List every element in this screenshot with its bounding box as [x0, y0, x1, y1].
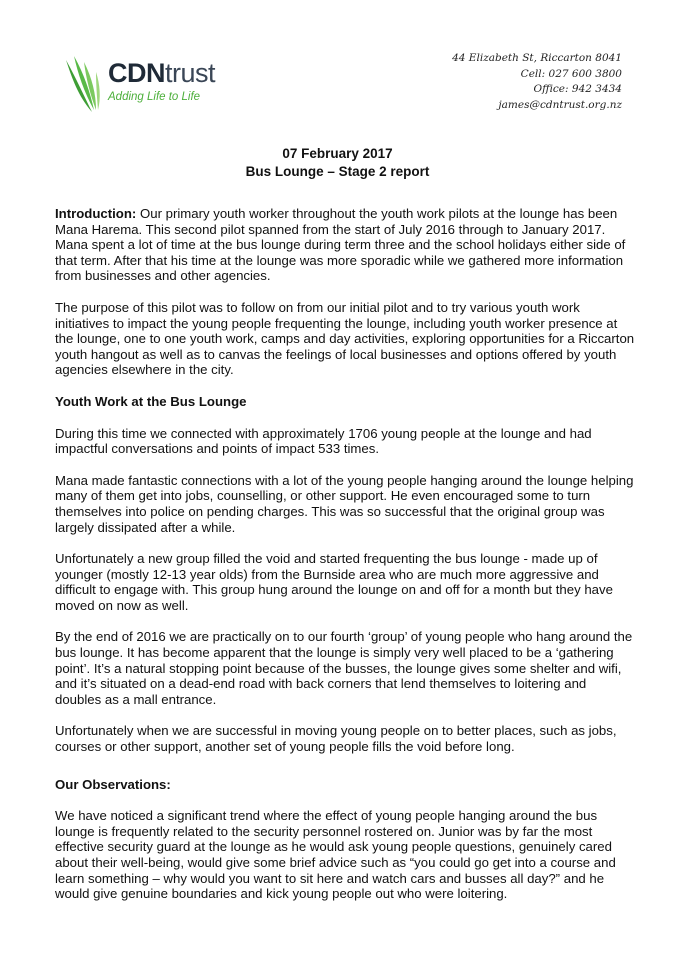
contact-block: [452, 51, 622, 113]
intro-text: Our primary youth worker throughout the youth work pilots at the lounge has been Mana Harema. This second pilot spanned from the start of July 2016 through to January 2017. Mana spent a lot of time at the bus lounge during term three and the school holidays either side of that term. After that his time at the lounge was more sporadic while we gathered more information from businesses and other agencies.: [55, 206, 626, 284]
contact-office: Office: 942 3434: [533, 83, 622, 95]
report-date: 07 February 2017: [282, 146, 393, 161]
contact-email[interactable]: james@cdntrust.org.nz: [498, 98, 622, 111]
section-youth-work-title: Youth Work at the Bus Lounge: [55, 393, 247, 409]
cdn-trust-logo: [62, 52, 242, 116]
intro-paragraph: [55, 206, 635, 284]
report-heading: [0, 145, 675, 181]
youth-work-paragraph-3: Unfortunately a new group filled the void and started frequenting the bus lounge - made up of younger (mostly 12-13 year olds) from the Burnside area who are much more aggressive and difficult to engage with. This group hung around the lounge on and off for a month but they have moved on now as well.: [55, 551, 613, 613]
logo-tagline: Adding Life to Life: [108, 91, 201, 103]
youth-work-paragraph-4: By the end of 2016 we are practically on to our fourth ‘group’ of young people who hang around the bus lounge. It has become apparent that the lounge is simply very well placed to be a ‘gathering point’. It’s a natural stopping point because of the busses, the lounge gives some shelter and wifi, and it’s situated on a dead-end road with back corners that lend themselves to loitering and doubles as a mall entrance.: [55, 629, 633, 707]
purpose-paragraph: The purpose of this pilot was to follow on from our initial pilot and to try various youth work initiatives to impact the young people frequenting the lounge, including youth worker presence at the lounge, one to one youth work, camps and day activities, exploring opportunities for a Riccarton youth hangout as well as to canvas the feelings of local businesses and options offered by youth agencies elsewhere in the city.: [55, 299, 635, 378]
contact-address: 44 Elizabeth St, Riccarton 8041: [452, 52, 622, 64]
section-observations-title: Our Observations:: [55, 776, 171, 792]
youth-work-paragraph-1: During this time we connected with approximately 1706 young people at the lounge and had impactful conversations and points of impact 533 times.: [55, 425, 592, 457]
youth-work-paragraph-2: Mana made fantastic connections with a lot of the young people hanging around the lounge helping many of them get into jobs, counselling, or other support. He even encouraged some to turn themselves into police on pending charges. This was so successful that the original group was largely dissipated after a while.: [55, 472, 634, 535]
report-title: Bus Lounge – Stage 2 report: [245, 164, 430, 179]
contact-cell: Cell: 027 600 3800: [520, 67, 622, 80]
intro-label: Introduction:: [55, 206, 137, 221]
logo-wordmark: CDNtrust: [108, 58, 216, 88]
observations-paragraph-1: We have noticed a significant trend where the effect of young people hanging around the bus lounge is frequently related to the security personnel rostered on. Junior was by far the most effective security guard at the lounge as he would ask young people questions, genuinely cared about their well-being, would give some brief advice such as “you could go get into a course and learn something – why would you want to sit here and watch cars and busses all day?” and he would give genuine boundaries and kick young people out who were loitering.: [55, 808, 616, 902]
youth-work-paragraph-5: Unfortunately when we are successful in moving young people on to better places, such as jobs, courses or other support, another set of young people fills the void before long.: [55, 723, 617, 755]
leaf-mark-icon: [62, 52, 106, 116]
report-body: [55, 206, 635, 918]
